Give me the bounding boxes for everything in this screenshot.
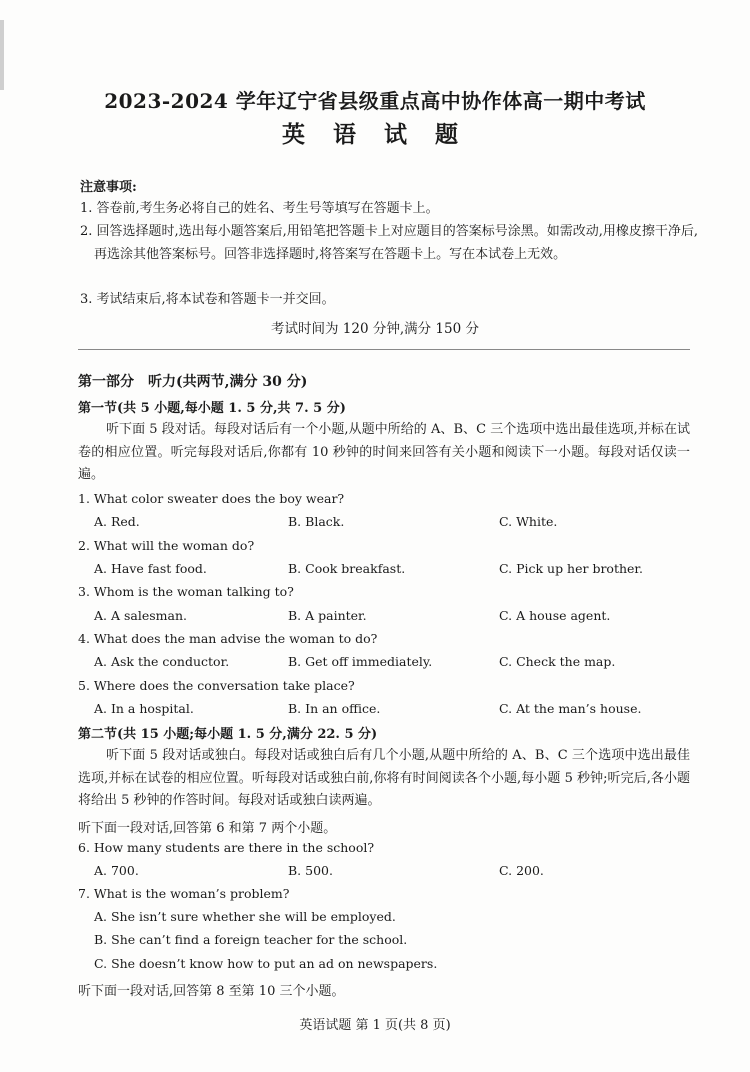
subject-title: 英 语 试 题 (281, 121, 469, 148)
q6-option-a: A. 700. (94, 863, 139, 878)
q4-option-c: C. Check the map. (499, 654, 616, 669)
exam-title: 2023-2024 学年辽宁省县级重点高中协作体高一期中考试 (104, 89, 646, 113)
q2-option-a: A. Have fast food. (94, 561, 207, 576)
q6-option-c: C. 200. (499, 863, 544, 878)
dialogue-lead-1: 听下面一段对话,回答第 6 和第 7 两个小题。 (78, 821, 337, 836)
notice-item-2: 2. 回答选择题时,选出每小题答案后,用铅笔把答题卡上对应题目的答案标号涂黑。如需改动,用橡皮擦干净后,再选涂其他答案标号。回答非选择题时,将答案写在答题卡上。写在本试卷上无效。 (80, 224, 699, 262)
part-1-heading: 第一部分 听力(共两节,满分 30 分) (78, 374, 308, 390)
q5-option-b: B. In an office. (288, 701, 381, 716)
section-2-instructions: 听下面 5 段对话或独白。每段对话或独白后有几个小题,从题中所给的 A、B、C 三个选项中选出最佳选项,并标在试卷的相应位置。听每段对话或独白前,你将有时间阅读各个小题,每小题 5 秒钟;听完后,各小题将给出 5 秒钟的作答时间。每段对话或独白读两遍。 (78, 748, 690, 808)
q7-option-c: C. She doesn’t know how to put an ad on newspapers. (94, 956, 438, 971)
q2-option-c: C. Pick up her brother. (499, 561, 643, 576)
q3-option-c: C. A house agent. (499, 608, 611, 623)
dialogue-lead-2: 听下面一段对话,回答第 8 至第 10 三个小题。 (78, 984, 345, 999)
page-footer: 英语试题 第 1 页(共 8 页) (299, 1018, 451, 1033)
question-4: 4. What does the man advise the woman to do? (78, 631, 378, 646)
notice-item-1: 1. 答卷前,考生务必将自己的姓名、考生号等填写在答题卡上。 (80, 201, 439, 216)
q1-option-a: A. Red. (94, 514, 140, 529)
time-score-line: 考试时间为 120 分钟,满分 150 分 (271, 321, 479, 337)
question-6: 6. How many students are there in the school? (78, 840, 375, 855)
q5-option-a: A. In a hospital. (94, 701, 194, 716)
question-2: 2. What will the woman do? (78, 538, 255, 553)
q7-option-a: A. She isn’t sure whether she will be employed. (94, 909, 396, 924)
question-7: 7. What is the woman’s problem? (78, 886, 290, 901)
question-3: 3. Whom is the woman talking to? (78, 584, 294, 599)
q3-option-a: A. A salesman. (94, 608, 187, 623)
q5-option-c: C. At the man’s house. (499, 701, 642, 716)
question-5: 5. Where does the conversation take place? (78, 678, 355, 693)
scan-edge-mark (0, 20, 4, 90)
q4-option-b: B. Get off immediately. (288, 654, 433, 669)
q1-option-c: C. White. (499, 514, 558, 529)
notice-item-3: 3. 考试结束后,将本试卷和答题卡一并交回。 (80, 292, 335, 307)
q2-option-b: B. Cook breakfast. (288, 561, 406, 576)
q4-option-a: A. Ask the conductor. (94, 654, 230, 669)
q6-option-b: B. 500. (288, 863, 333, 878)
section-1-heading: 第一节(共 5 小题,每小题 1. 5 分,共 7. 5 分) (78, 401, 346, 416)
q3-option-b: B. A painter. (288, 608, 367, 623)
divider (78, 349, 690, 350)
question-1: 1. What color sweater does the boy wear? (78, 491, 345, 506)
q1-option-b: B. Black. (288, 514, 345, 529)
section-1-instructions: 听下面 5 段对话。每段对话后有一个小题,从题中所给的 A、B、C 三个选项中选出最佳选项,并标在试卷的相应位置。听完每段对话后,你都有 10 秒钟的时间来回答有关小题和阅读下一小题。每段对话仅读一遍。 (78, 422, 690, 482)
notice-heading: 注意事项: (80, 180, 137, 195)
q7-option-b: B. She can’t find a foreign teacher for the school. (94, 932, 408, 947)
section-2-heading: 第二节(共 15 小题;每小题 1. 5 分,满分 22. 5 分) (78, 727, 378, 742)
